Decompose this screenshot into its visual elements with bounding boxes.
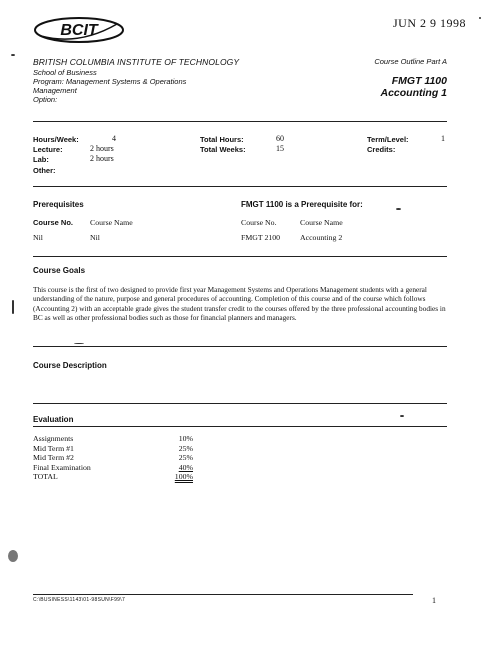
scan-speck bbox=[396, 208, 401, 210]
other-label: Other: bbox=[33, 166, 56, 175]
lab-value: 2 hours bbox=[90, 154, 114, 163]
school-label: School of Business bbox=[33, 68, 97, 77]
footer-divider bbox=[33, 594, 413, 595]
program-label: Program: Management Systems & Operations bbox=[33, 77, 187, 86]
divider bbox=[33, 121, 447, 122]
lab-label: Lab: bbox=[33, 155, 49, 164]
credits-label: Credits: bbox=[367, 145, 396, 154]
program-label-cont: Management bbox=[33, 86, 77, 95]
for-row-name: Accounting 2 bbox=[300, 233, 343, 242]
program-info bbox=[33, 68, 186, 104]
logo-text: BCIT bbox=[60, 22, 98, 39]
eval-value: 100% bbox=[174, 472, 193, 481]
evaluation-heading: Evaluation bbox=[33, 415, 74, 424]
eval-value: 10% bbox=[178, 434, 193, 443]
course-title: Accounting 1 bbox=[380, 87, 447, 99]
course-code: FMGT 1100 bbox=[391, 75, 447, 87]
footer-file-path: C:\BUSINESS\1143\01-98SUN\F99\7 bbox=[33, 597, 126, 603]
bcit-logo bbox=[33, 16, 125, 44]
scan-speck bbox=[8, 550, 18, 562]
scan-speck bbox=[400, 415, 404, 417]
evaluation-labels bbox=[33, 434, 91, 482]
prereq-row-no: Nil bbox=[33, 233, 43, 242]
course-description-heading: Course Description bbox=[33, 361, 107, 370]
option-label: Option: bbox=[33, 95, 58, 104]
divider bbox=[33, 403, 447, 404]
course-goals-text: This course is the first of two designed to provide first year Management Systems and Operations Management students with a general understanding of the nature, purpose and general procedures of accounting. Completion of this course and of the course which follows (Accounting 2) with an acceptable grade gives the student transfer credit to the courses offered by the three professional accounting bodies in BC as well as other professional bodies such as those for financial planners and managers. bbox=[33, 285, 446, 323]
for-col-course-name: Course Name bbox=[300, 218, 343, 227]
outline-label: Course Outline Part A bbox=[374, 57, 447, 66]
hours-week-value: 4 bbox=[112, 134, 116, 143]
divider bbox=[33, 186, 447, 187]
date-stamp: JUN 2 9 1998 bbox=[393, 16, 467, 30]
eval-value: 40% bbox=[178, 462, 193, 472]
for-col-course-no: Course No. bbox=[241, 218, 277, 227]
hours-week-label: Hours/Week: bbox=[33, 135, 79, 144]
for-row-no: FMGT 2100 bbox=[241, 233, 281, 242]
divider bbox=[33, 346, 447, 347]
eval-label: Mid Term #2 bbox=[33, 453, 74, 462]
prerequisites-heading: Prerequisites bbox=[33, 200, 84, 209]
total-weeks-value: 15 bbox=[276, 144, 284, 153]
divider bbox=[33, 426, 447, 427]
scan-speck bbox=[11, 54, 15, 56]
page-number: 1 bbox=[432, 596, 436, 605]
scan-speck bbox=[479, 17, 481, 19]
divider bbox=[33, 256, 447, 257]
col-course-no: Course No. bbox=[33, 218, 74, 227]
prerequisite-for-heading: FMGT 1100 is a Prerequisite for: bbox=[241, 200, 363, 209]
prereq-row-name: Nil bbox=[90, 233, 100, 242]
course-goals-heading: Course Goals bbox=[33, 266, 86, 275]
scan-speck bbox=[12, 300, 14, 314]
eval-label: TOTAL bbox=[33, 472, 58, 481]
term-label: Term/Level: bbox=[367, 135, 409, 144]
eval-label: Mid Term #1 bbox=[33, 443, 74, 453]
eval-value: 25% bbox=[178, 453, 193, 462]
term-value: 1 bbox=[441, 134, 445, 143]
lecture-label: Lecture: bbox=[33, 145, 63, 154]
total-weeks-label: Total Weeks: bbox=[200, 145, 246, 154]
institution-name: BRITISH COLUMBIA INSTITUTE OF TECHNOLOGY bbox=[33, 57, 240, 67]
eval-value: 25% bbox=[178, 443, 193, 453]
total-hours-value: 60 bbox=[276, 134, 284, 143]
eval-label: Assignments bbox=[33, 434, 74, 443]
col-course-name: Course Name bbox=[90, 218, 133, 227]
total-hours-label: Total Hours: bbox=[200, 135, 244, 144]
evaluation-values bbox=[160, 434, 193, 482]
eval-label: Final Examination bbox=[33, 462, 91, 472]
lecture-value: 2 hours bbox=[90, 144, 114, 153]
scan-speck bbox=[74, 343, 84, 344]
